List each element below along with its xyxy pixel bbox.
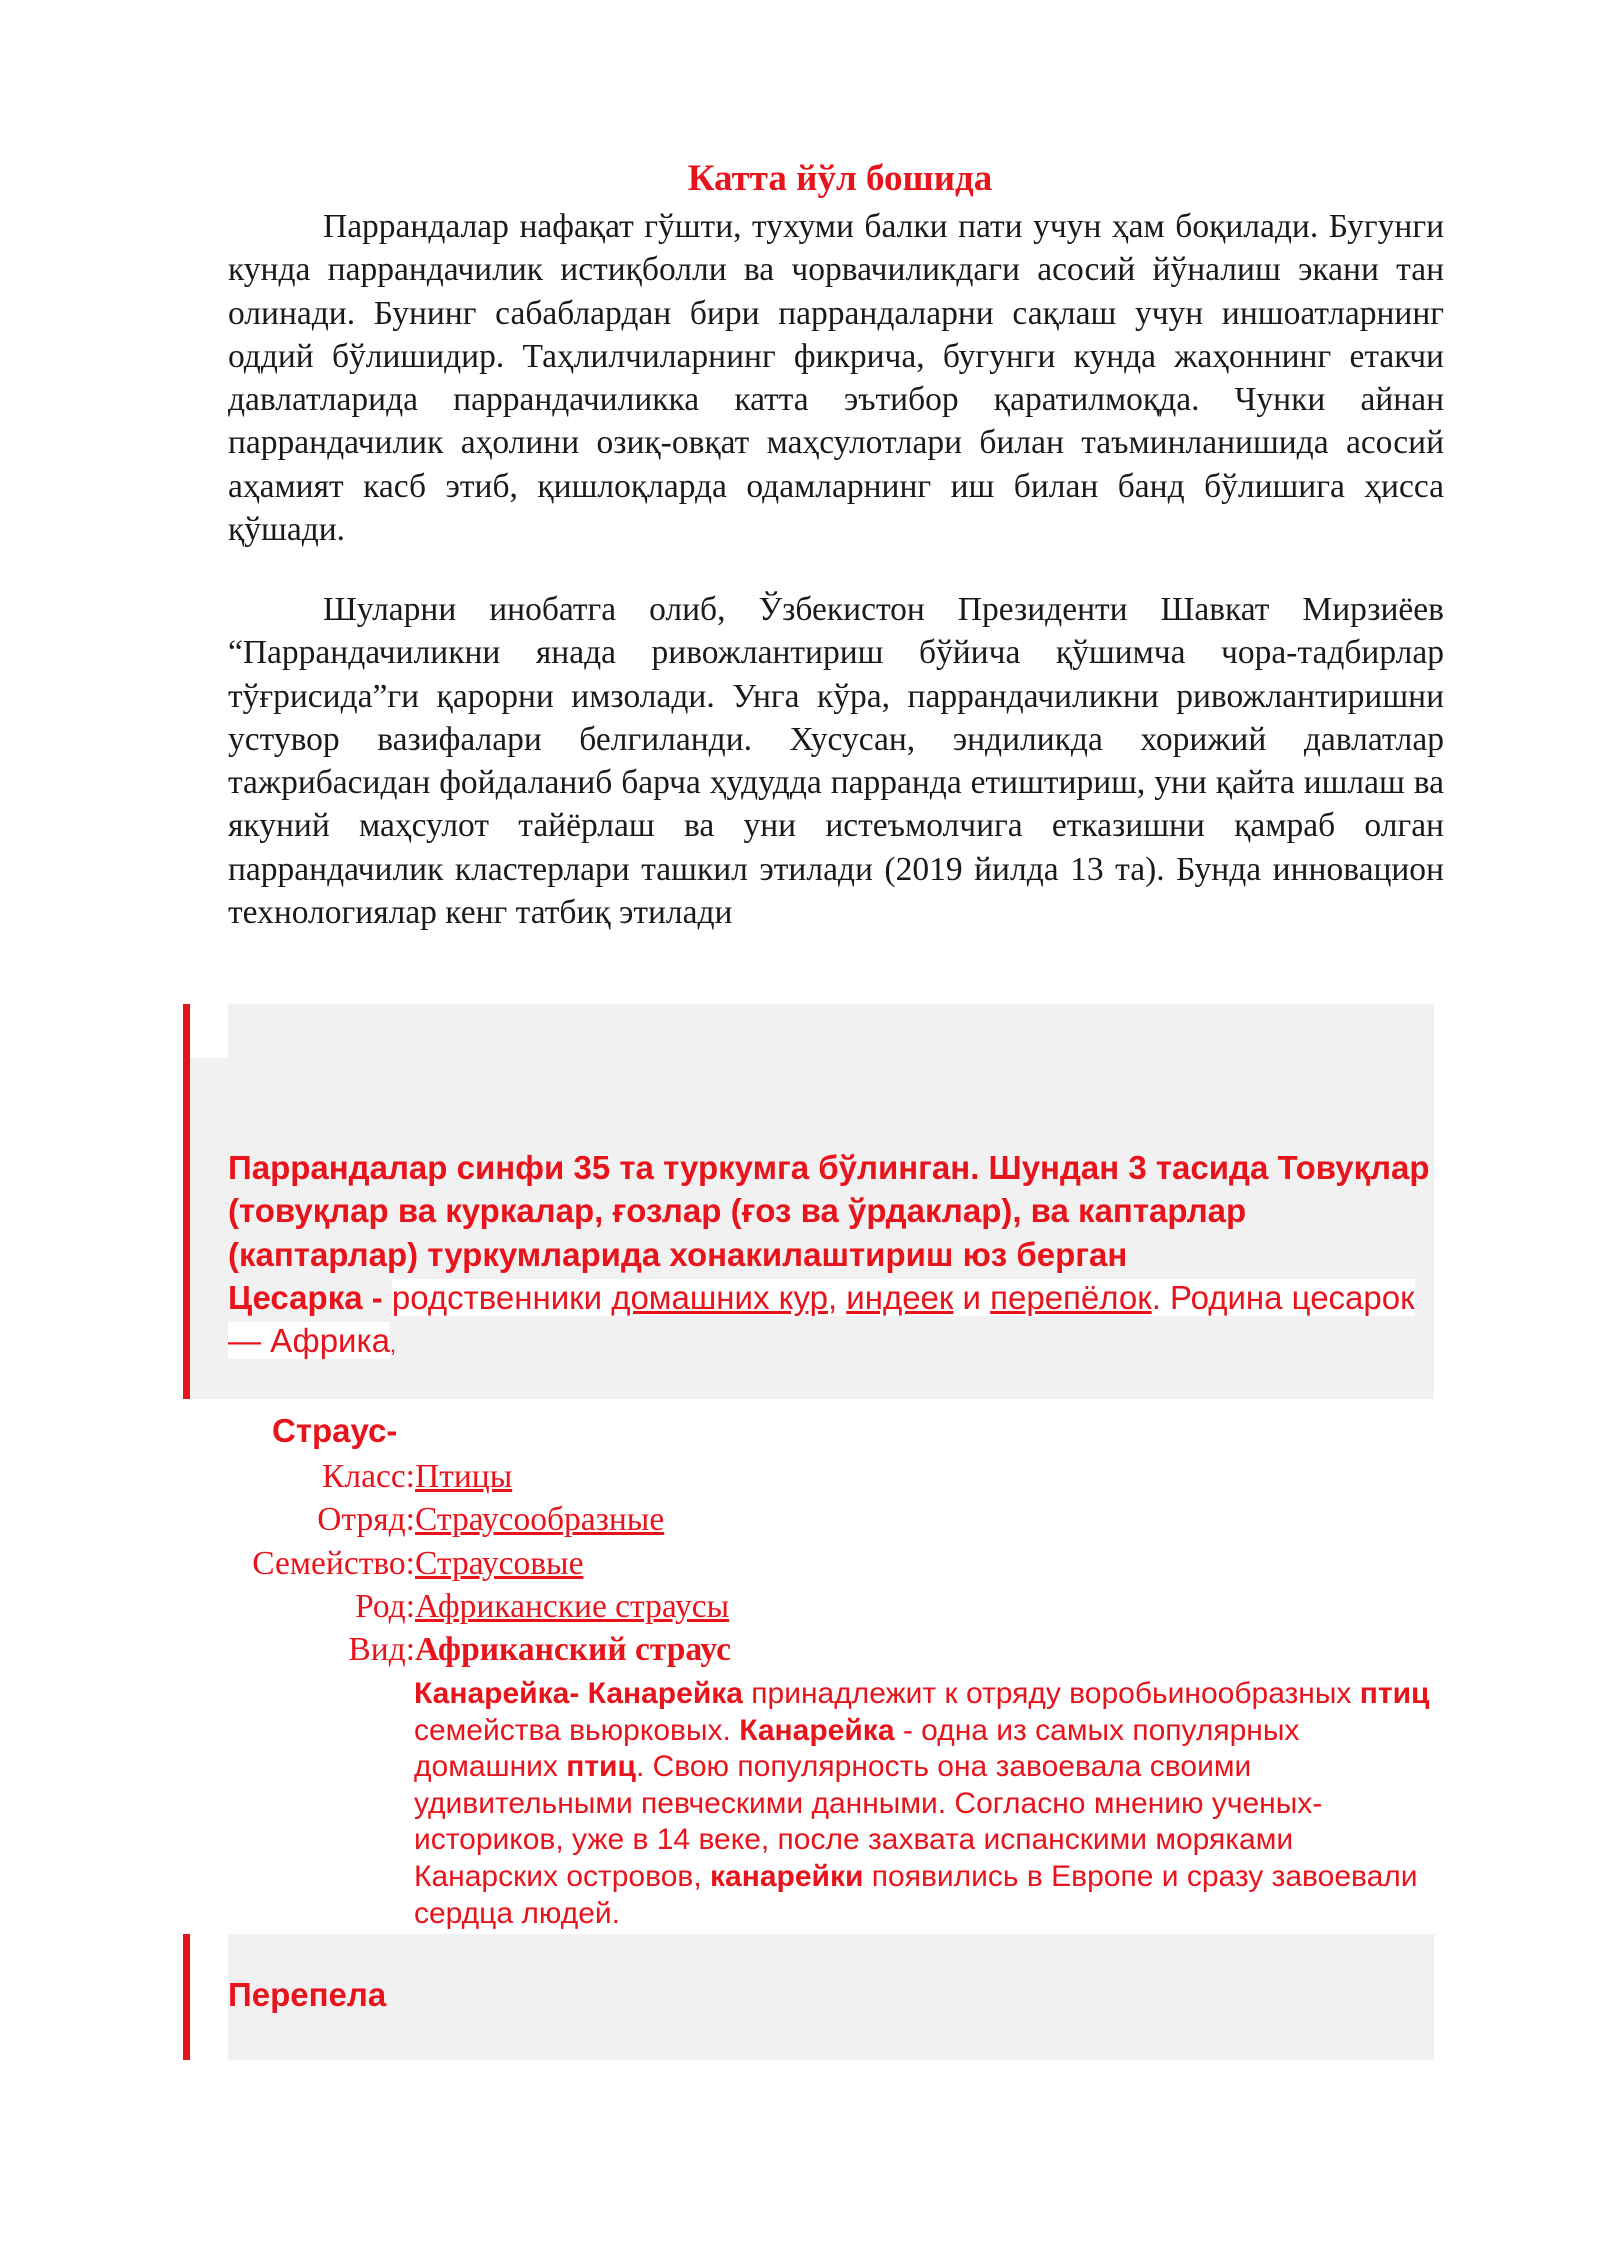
tsesarka-text-part: родственники (391, 1278, 612, 1316)
tsesarka-separator: , (827, 1278, 847, 1316)
taxonomy-label: Род: (355, 1587, 415, 1625)
taxonomy-label: Вид: (348, 1631, 415, 1669)
classification-heading: Паррандалар синфи 35 та туркумга бўлинган. Шундан 3 тасида Товуқлар (товуқлар ва куркалар, ғозлар (ғоз ва ўрдаклар), ва каптарлар (каптарлар) туркумларида хонакилаштириш юз берган (228, 1149, 1430, 1273)
taxonomy-row (230, 1542, 830, 1585)
quail-block-bar (183, 1934, 190, 2060)
quail-heading: Перепела (228, 1976, 387, 2013)
classification-block (228, 1146, 1444, 1366)
quote-block-bar (183, 1004, 190, 1399)
canary-text: принадлежит к отряду воробьинообразных (742, 1677, 1360, 1710)
canary-bold: птиц (1359, 1677, 1430, 1710)
taxonomy-link-family[interactable]: Страусовые (415, 1544, 584, 1582)
tsesarka-comma: , (390, 1332, 397, 1358)
taxonomy-label: Класс: (322, 1458, 415, 1495)
canary-bold: птиц (566, 1750, 636, 1784)
taxonomy-label: Отряд: (317, 1501, 415, 1539)
ostrich-title: Страус- (272, 1412, 398, 1449)
canary-bold: Канарейка (739, 1713, 895, 1747)
ostrich-taxonomy (230, 1455, 830, 1671)
taxonomy-species: Африканский страус (415, 1631, 732, 1669)
tsesarka-text-part: . Родина цесарок — Африка (228, 1278, 1415, 1360)
paragraph-2: Шуларни инобатга олиб, Ўзбекистон Президенти Шавкат Мирзиёев “Паррандачиликни янада ривожлантириш бўйича қўшимча чора-тадбирлар тўғрисида”ги қарорни имзолади. Унга кўра, паррандачиликни ривожлантиришни устувор вазифалари белгиланди. Хусусан, эндиликда хорижий давлатлар тажрибасидан фойдаланиб барча ҳудудда парранда етиштириш, уни қайта ишлаш ва якуний маҳсулот тайёрлаш ва уни истеъмолчига етказишни қамраб олган паррандачилик кластерлари ташкил этилади (2019 йилда 13 та). Бунда инновацион технологиялар кенг татбиқ этилади (228, 591, 1444, 932)
canary-bold: канарейки (710, 1859, 864, 1893)
taxonomy-link-order[interactable]: Страусообразные (415, 1501, 665, 1539)
canary-text: . Свою популярность она завоевала своими удивительными певческими данными. Согласно мнению ученых-историков, уже в 14 веке, после захвата испанскими моряками Канарских островов, (414, 1750, 1323, 1893)
taxonomy-row (230, 1585, 830, 1628)
taxonomy-label: Семейство: (252, 1544, 415, 1582)
paragraph-1: Паррандалар нафақат гўшти, тухуми балки пати учун ҳам боқилади. Бугунги кунда паррандачилик истиқболли ва чорвачиликдаги асосий йўналиш экани тан олинади. Бунинг сабаблардан бири паррандаларни сақлаш учун иншоатларнинг оддий бўлишидир. Таҳлилчиларнинг фикрича, бугунги кунда жаҳоннинг етакчи давлатларида паррандачиликка катта эътибор қаратилмоқда. Чунки айнан паррандачилик аҳолини озиқ-овқат маҳсулотлари билан таъминланишида асосий аҳамият касб этиб, қишлоқларда одамларнинг иш билан банд бўлишига ҳисса қўшади. (228, 208, 1444, 549)
page-title: Катта йўл бошида (687, 158, 993, 199)
tsesarka-text-part: и (953, 1278, 991, 1316)
tsesarka-paragraph (228, 1276, 1444, 1367)
quail-block-background (228, 1934, 1434, 2060)
tsesarka-label: Цесарка - (228, 1278, 392, 1316)
link-domestic-chickens[interactable]: домашних кур (611, 1278, 828, 1316)
taxonomy-row (230, 1455, 830, 1498)
taxonomy-row (230, 1628, 830, 1671)
quote-block-notch (190, 1004, 228, 1058)
canary-text: - одна из самых популярных домашних (414, 1713, 1300, 1784)
taxonomy-link-class[interactable]: Птицы (415, 1458, 513, 1495)
link-quails[interactable]: перепёлок (990, 1278, 1152, 1316)
link-turkeys[interactable]: индеек (846, 1278, 954, 1316)
canary-paragraph (414, 1676, 1444, 1932)
canary-text: появились в Европе и сразу завоевали сердца людей. (414, 1859, 1418, 1930)
canary-bold: Канарейка- Канарейка (414, 1677, 743, 1710)
canary-text: семейства вьюрковых. (414, 1713, 740, 1747)
taxonomy-row (230, 1498, 830, 1541)
taxonomy-link-genus[interactable]: Африканские страусы (415, 1587, 730, 1625)
tsesarka-text (228, 1279, 1415, 1359)
